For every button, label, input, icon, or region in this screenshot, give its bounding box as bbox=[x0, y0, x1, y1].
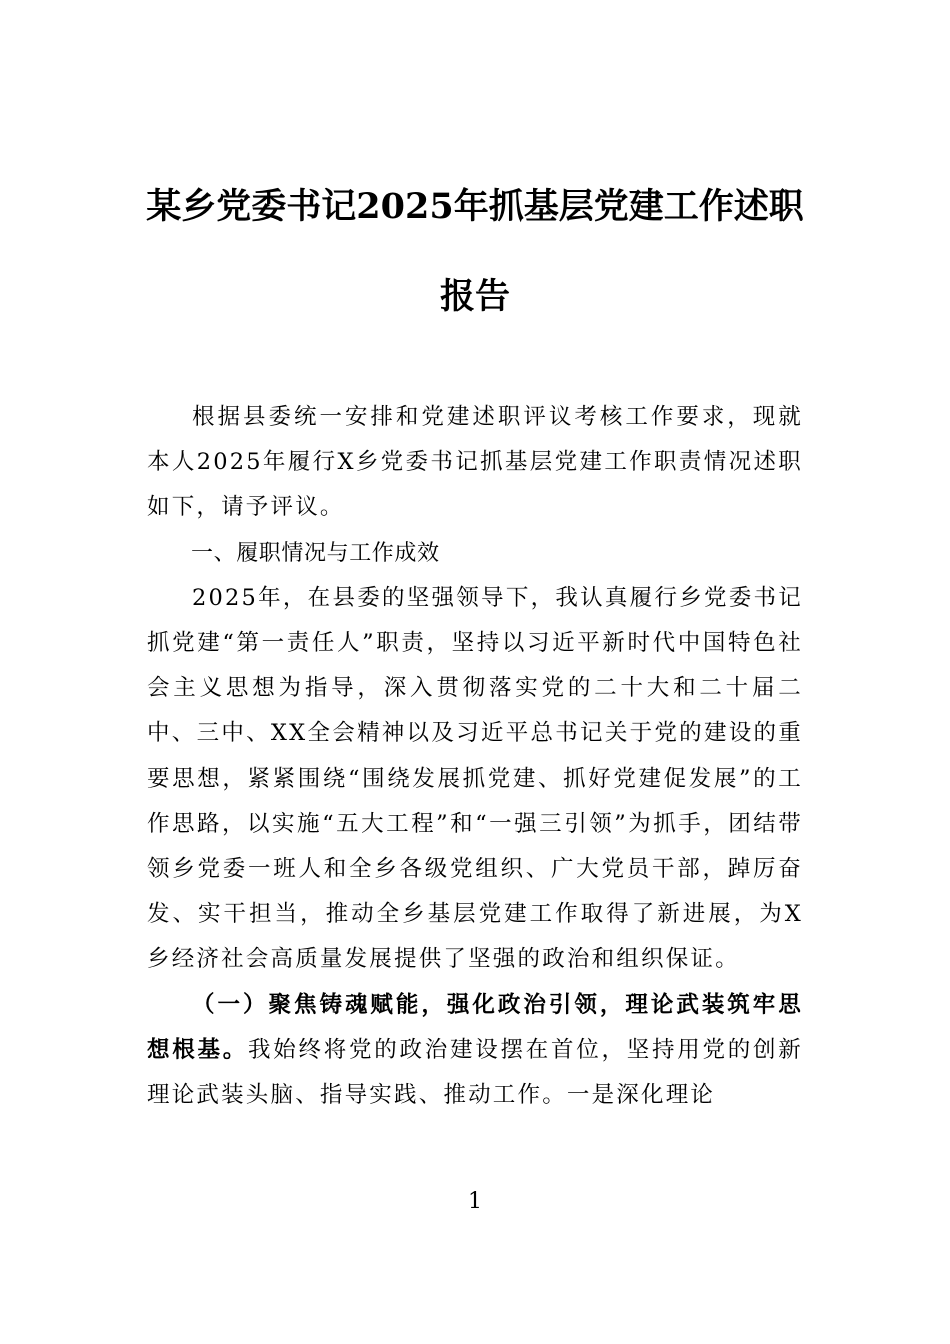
subsection-paragraph bbox=[147, 983, 803, 1119]
page-number: 1 bbox=[468, 1189, 482, 1214]
subsection-lead: （一）聚焦铸魂赋能，强化政治引领，理论武装筑牢思想根基。 bbox=[147, 991, 803, 1063]
section-heading: 一、履职情况与工作成效 bbox=[191, 540, 440, 566]
title-line-1: 某乡党委书记2025年抓基层党建工作述职 bbox=[146, 186, 804, 227]
intro-paragraph: 根据县委统一安排和党建述职评议考核工作要求，现就本人2025年履行X乡党委书记抓基层党建工作职责情况述职如下，请予评议。 bbox=[147, 404, 803, 521]
title-line-2: 报告 bbox=[439, 276, 510, 317]
section-paragraph: 2025年，在县委的坚强领导下，我认真履行乡党委书记抓党建“第一责任人”职责，坚持以习近平新时代中国特色社会主义思想为指导，深入贯彻落实党的二十大和二十届二中、三中、XX全会精神以及习近平总书记关于党的建设的重要思想，紧紧围绕“围绕发展抓党建、抓好党建促发展”的工作思路，以实施“五大工程”和“一强三引领”为抓手，团结带领乡党委一班人和全乡各级党组织、广大党员干部，踔厉奋发、实干担当，推动全乡基层党建工作取得了新进展，为X乡经济社会高质量发展提供了坚强的政治和组织保证。 bbox=[147, 584, 803, 973]
document-title bbox=[120, 162, 830, 342]
subsection-text: 我始终将党的政治建设摆在首位，坚持用党的创新理论武装头脑、指导实践、推动工作。一是深化理论 bbox=[147, 1036, 803, 1109]
document-body bbox=[147, 395, 803, 1118]
